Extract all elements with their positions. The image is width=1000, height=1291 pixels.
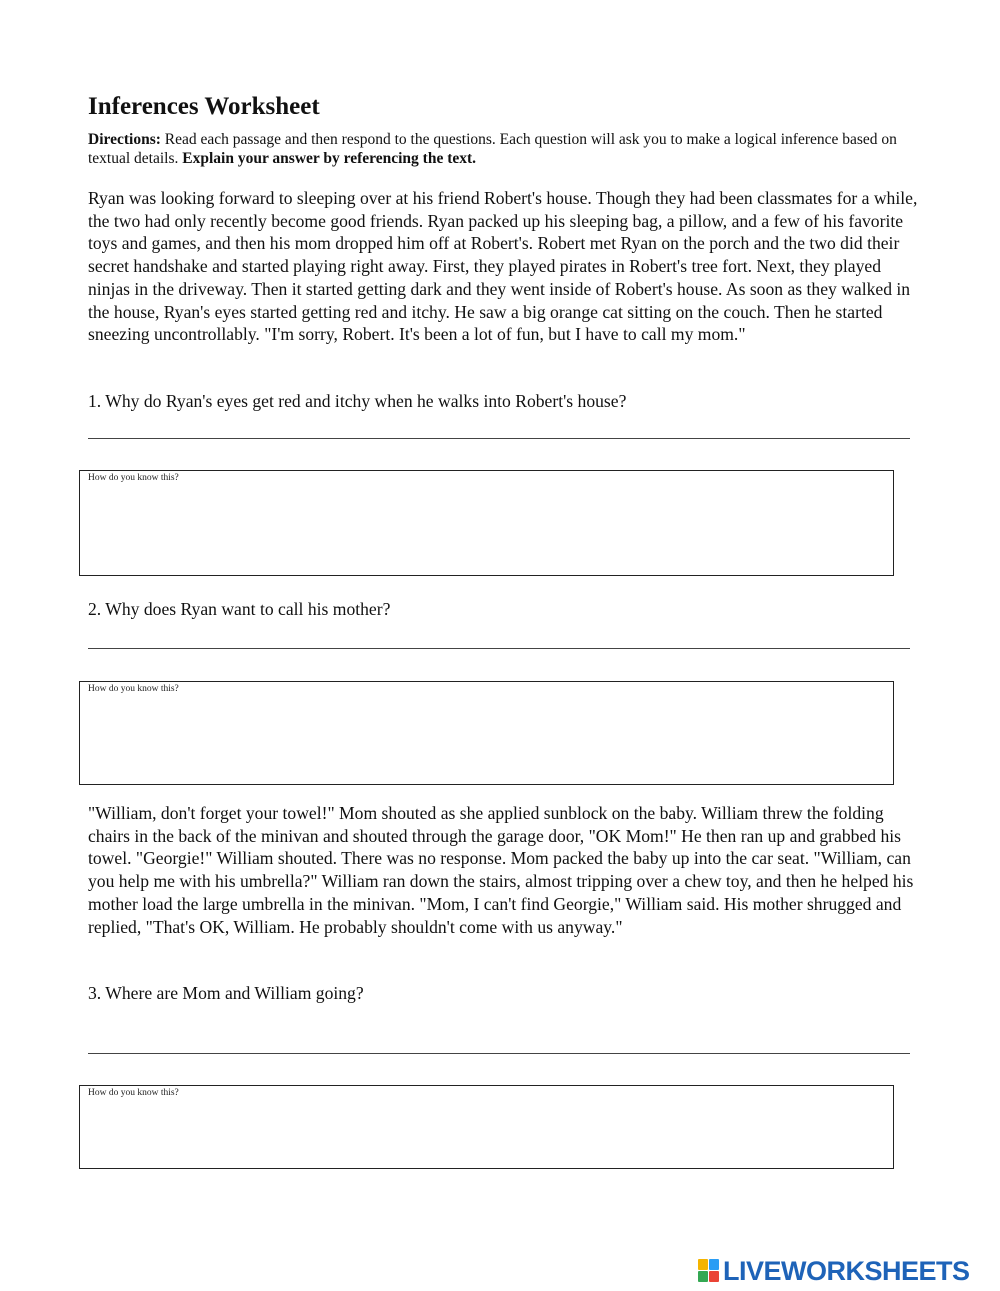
explanation-label: How do you know this? [88,684,179,694]
answer-line-2[interactable] [88,648,910,649]
directions-text: Read each passage and then respond to the questions. Each question will ask you to make a logical inference based on textual details. [88,131,897,167]
liveworksheets-logo [698,1257,970,1285]
answer-line-1[interactable] [88,438,910,439]
explanation-label: How do you know this? [88,473,179,483]
question-1: 1. Why do Ryan's eyes get red and itchy when he walks into Robert's house? [88,391,627,411]
page-title: Inferences Worksheet [88,93,320,120]
question-2: 2. Why does Ryan want to call his mother? [88,599,391,619]
passage-ryan: Ryan was looking forward to sleeping over at his friend Robert's house. Though they had been classmates for a while, the two had only recently become good friends. Ryan packed up his sleeping bag, a pillow, and a few of his favorite toys and games, and then his mom dropped him off at Robert's. Robert met Ryan on the porch and the two did their secret handshake and started playing right away. First, they played pirates in Robert's tree fort. Next, they played ninjas in the driveway. Then it started getting dark and they went inside of Robert's house. As soon as they walked in the house, Ryan's eyes started getting red and itchy. He saw a big orange cat sitting on the couch. Then he started sneezing uncontrollably. "I'm sorry, Robert. It's been a lot of fun, but I have to call my mom." [88,188,918,345]
directions-emphasis: Explain your answer by referencing the text. [182,150,477,167]
directions [88,130,918,168]
explanation-box-2[interactable] [79,681,894,785]
question-3: 3. Where are Mom and William going? [88,983,364,1003]
answer-line-3[interactable] [88,1053,910,1054]
logo-text: LIVEWORKSHEETS [723,1256,970,1286]
passage-william: "William, don't forget your towel!" Mom shouted as she applied sunblock on the baby. William threw the folding chairs in the back of the minivan and shouted through the garage door, "OK Mom!" He then ran up and grabbed his towel. "Georgie!" William shouted. There was no response. Mom packed the baby up into the car seat. "William, can you help me with his umbrella?" William ran down the stairs, almost tripping over a chew toy, and then he helped his mother load the large umbrella in the minivan. "Mom, I can't find Georgie," William said. His mother shrugged and replied, "That's OK, William. He probably shouldn't come with us anyway." [88,803,914,937]
directions-label: Directions: [88,131,161,148]
explanation-label: How do you know this? [88,1088,179,1098]
explanation-box-1[interactable] [79,470,894,576]
explanation-box-3[interactable] [79,1085,894,1169]
liveworksheets-logo-icon [698,1259,720,1283]
